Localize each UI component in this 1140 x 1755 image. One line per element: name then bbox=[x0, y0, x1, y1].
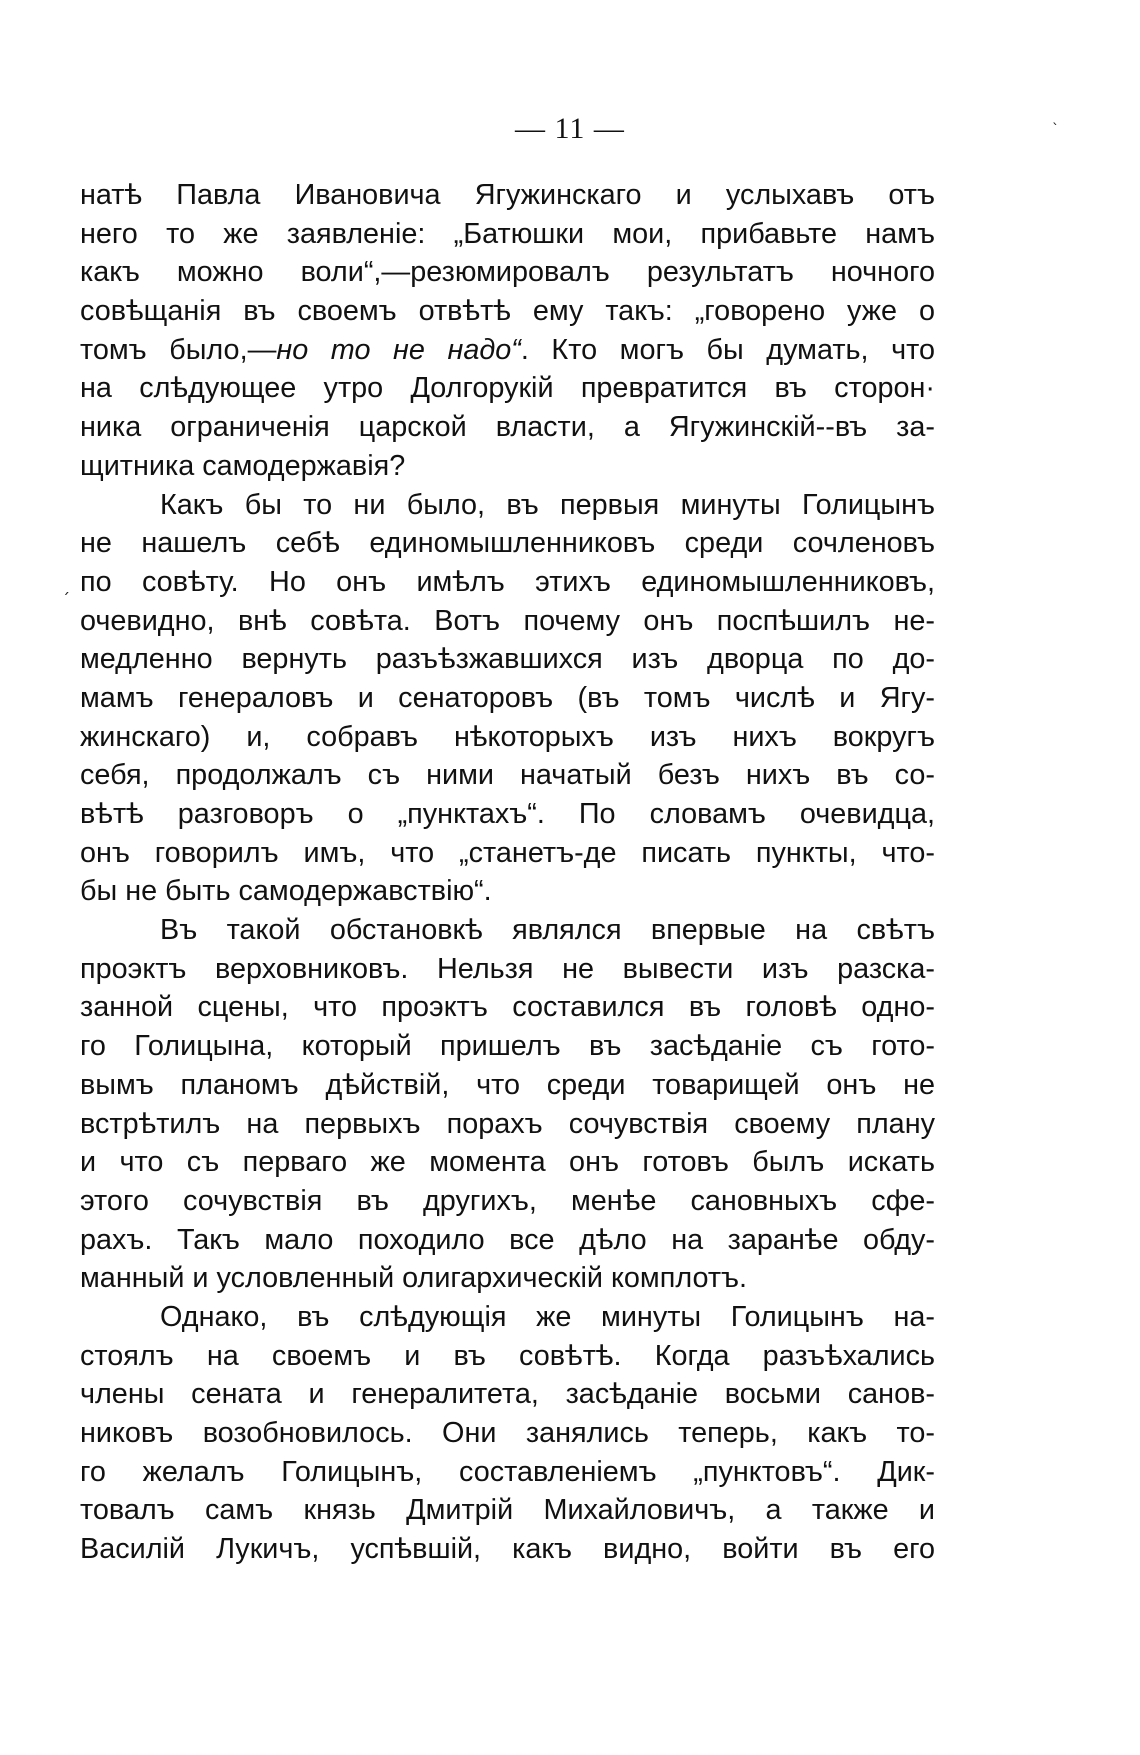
text-line: ника ограниченія царской власти, а Ягужинскій--въ за- bbox=[80, 411, 935, 444]
text-line: Василій Лукичъ, успѣвшій, какъ видно, войти въ его bbox=[80, 1533, 935, 1566]
text-line: и что съ перваго же момента онъ готовъ былъ искать bbox=[80, 1146, 935, 1179]
text-line: манный и условленный олигархическій комплотъ. bbox=[80, 1262, 748, 1295]
text-line: товалъ самъ князь Дмитрій Михайловичъ, а также и bbox=[80, 1494, 935, 1527]
text-line: Какъ бы то ни было, въ первыя минуты Голицынъ bbox=[160, 488, 935, 521]
text-line: на слѣдующее утро Долгорукій превратится въ сторон· bbox=[80, 372, 935, 405]
text-line: этого сочувствія въ другихъ, менѣе сановныхъ сфе- bbox=[80, 1184, 935, 1217]
text-line: встрѣтилъ на первыхъ порахъ сочувствія своему плану bbox=[80, 1107, 935, 1140]
text-line: рахъ. Такъ мало походило все дѣло на заранѣе обду- bbox=[80, 1223, 935, 1256]
text-line: го Голицына, который пришелъ въ засѣданіе съ гото- bbox=[80, 1030, 935, 1063]
text-line: него то же заявленіе: „Батюшки мои, прибавьте намъ bbox=[80, 217, 935, 250]
text-line: жинскаго) и, собравъ нѣкоторыхъ изъ нихъ вокругъ bbox=[80, 720, 935, 753]
text-line: какъ можно воли“,—резюмировалъ результатъ ночного bbox=[80, 256, 935, 289]
text-line: по совѣту. Но онъ имѣлъ этихъ единомышленниковъ, bbox=[80, 565, 935, 598]
text-line: мамъ генераловъ и сенаторовъ (въ томъ числѣ и Ягу- bbox=[80, 681, 935, 714]
text-line: никовъ возобновилось. Они занялись теперь, какъ то- bbox=[80, 1417, 935, 1449]
scan-speck-left-margin: ˏ bbox=[62, 576, 70, 595]
text-line: вымъ планомъ дѣйствій, что среди товарищей онъ не bbox=[80, 1068, 935, 1101]
page-number: — 11 — bbox=[515, 112, 625, 145]
text-line: проэктъ верховниковъ. Нельзя не вывести изъ разска- bbox=[80, 952, 935, 985]
text-line: себя, продолжалъ съ ними начатый безъ нихъ въ со- bbox=[80, 759, 935, 792]
text-line: члены сената и генералитета, засѣданіе восьми санов- bbox=[80, 1378, 935, 1411]
body-text bbox=[80, 176, 935, 1569]
text-line: Однако, въ слѣдующія же минуты Голицынъ на- bbox=[160, 1300, 935, 1333]
text-line: очевидно, внѣ совѣта. Вотъ почему онъ поспѣшилъ не- bbox=[80, 604, 935, 637]
text-line: стоялъ на своемъ и въ совѣтѣ. Когда разъѣхались bbox=[80, 1339, 935, 1372]
text-line-segment: . Кто могъ бы думать, что bbox=[520, 333, 935, 366]
scan-speck-top-right: ˋ bbox=[1052, 122, 1059, 138]
italic-quote: но то не надо“ bbox=[276, 333, 521, 366]
text-line: Въ такой обстановкѣ являлся впервые на свѣтъ bbox=[160, 914, 935, 947]
text-line: занной сцены, что проэктъ составился въ головѣ одно- bbox=[80, 991, 935, 1024]
text-line-segment: томъ было,— bbox=[80, 333, 277, 366]
text-line: медленно вернуть разъѣзжавшихся изъ дворца по до- bbox=[80, 643, 935, 676]
text-line: щитника самодержавія? bbox=[80, 449, 406, 482]
text-line: онъ говорилъ имъ, что „станетъ-де писать пункты, что- bbox=[80, 836, 935, 869]
text-line: не нашелъ себѣ единомышленниковъ среди сочленовъ bbox=[80, 527, 935, 560]
text-line bbox=[80, 331, 935, 370]
text-line: го желалъ Голицынъ, составленіемъ „пунктовъ“. Дик- bbox=[80, 1455, 935, 1488]
text-line: совѣщанія въ своемъ отвѣтѣ ему такъ: „говорено уже о bbox=[80, 295, 935, 328]
text-line: вѣтѣ разговоръ о „пунктахъ“. По словамъ очевидца, bbox=[80, 798, 935, 830]
text-line: бы не быть самодержавствію“. bbox=[80, 875, 492, 908]
text-line: натѣ Павла Ивановича Ягужинскаго и услыхавъ отъ bbox=[80, 179, 935, 211]
